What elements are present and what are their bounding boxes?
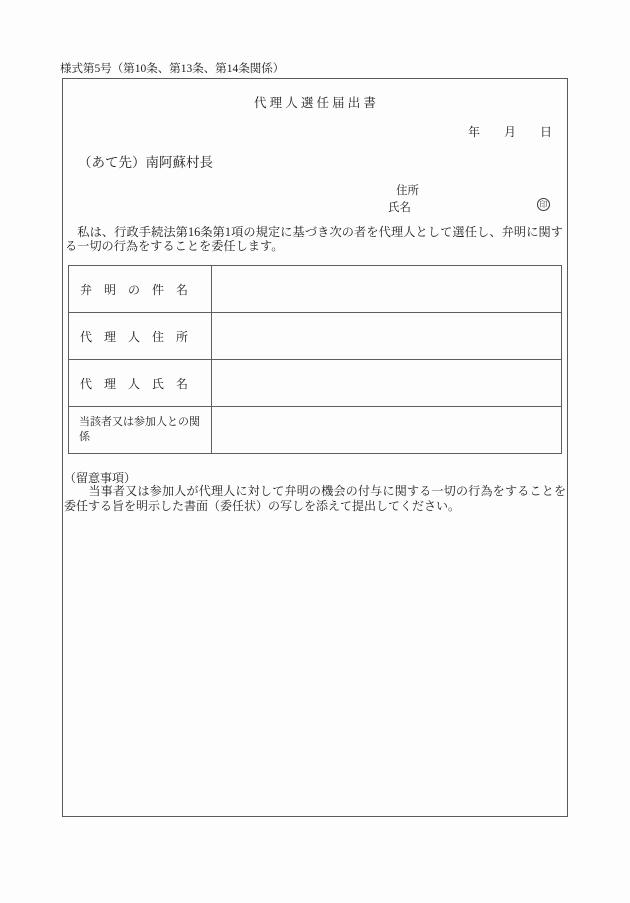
notes-heading: （留意事項） [64,471,137,485]
seal-mark-icon: 印 [537,198,550,211]
row-value-agent-name [212,360,562,407]
row-label-agent-address: 代 理 人 住 所 [69,313,212,360]
table-row [69,407,562,454]
row-value-matter-name [212,266,562,313]
body-paragraph: 私は、行政手続法第16条第1項の規定に基づき次の者を代理人として選任し、弁明に関する一切の行為をすることを委任します。 [65,225,563,253]
row-value-relationship [212,407,562,454]
form-number-label: 様式第5号（第10条、第13条、第14条関係） [60,63,285,75]
recipient-line: （あて先）南阿蘇村長 [78,155,213,170]
appointment-table [68,265,562,454]
date-line: 年 月 日 [467,125,552,139]
row-value-agent-address [212,313,562,360]
form-border-box [62,78,568,817]
notes-paragraph: 当事者又は参加人が代理人に対して弁明の機会の付与に関する一切の行為をすることを委任する旨を明示した書面（委任状）の写しを添えて提出してください。 [64,484,566,513]
row-label-matter-name: 弁 明 の 件 名 [69,266,212,313]
table-row [69,313,562,360]
address-label: 住所 [396,185,419,197]
table-row [69,266,562,313]
row-label-relationship: 当該者又は参加人との関係 [69,407,212,454]
name-label: 氏名 [388,202,411,214]
page-title: 代 理 人 選 任 届 出 書 [254,96,376,110]
table-row [69,360,562,407]
row-label-agent-name: 代 理 人 氏 名 [69,360,212,407]
